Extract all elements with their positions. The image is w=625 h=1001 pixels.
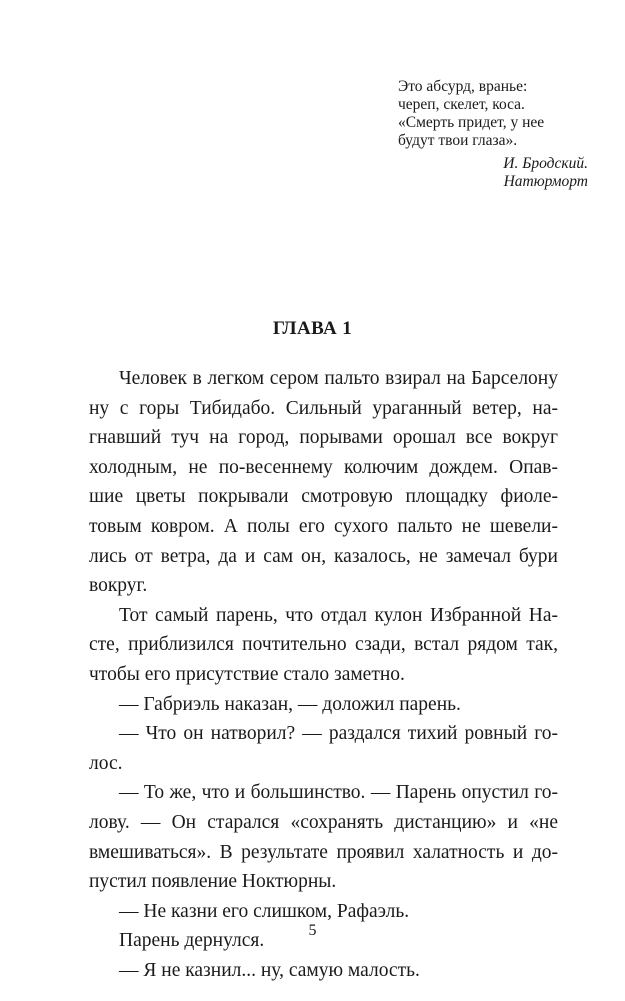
text-line: пустил появление Ноктюрны. (89, 871, 337, 893)
text-line: вмешиваться». В результате проявил халатность и до- (89, 841, 558, 863)
text-line: Парень дернулся. (119, 930, 265, 952)
text-line: шие цветы покрывали смотровую площадку фиоле- (89, 486, 558, 508)
text-line: гнавший туч на город, порывами орошал все вокруг (89, 427, 558, 449)
text-line: ну с горы Тибидабо. Сильный ураганный ветер, на- (89, 397, 558, 419)
text-line: Человек в легком сером пальто взирал на Барселону (119, 368, 558, 389)
text-line: сте, приблизился почтительно сзади, встал рядом так, (89, 634, 558, 656)
epigraph-author: И. Бродский. (503, 155, 588, 172)
text-line: лос. (89, 752, 123, 774)
epigraph (398, 78, 588, 191)
text-line: лись от ветра, да и сам он, казалось, не замечал бури (89, 545, 558, 567)
text-line: лову. — Он старался «сохранять дистанцию» и «не (89, 811, 558, 833)
text-line: Тот самый парень, что отдал кулон Избранной На- (119, 604, 558, 626)
chapter-title: ГЛАВА 1 (272, 318, 353, 339)
chapter-body-text (89, 364, 558, 985)
epigraph-work-title: Натюрморт (503, 173, 588, 190)
epigraph-line: будут твои глаза». (398, 132, 518, 149)
page-number: 5 (308, 922, 317, 939)
text-line: холодным, не по-весеннему колючим дождем. Опав- (89, 456, 558, 478)
text-line: чтобы его присутствие стало заметно. (89, 663, 405, 685)
text-line: — Не казни его слишком, Рафаэль. (119, 900, 410, 922)
text-line: — Я не казнил... ну, самую малость. (119, 959, 420, 981)
text-line: — То же, что и большинство. — Парень опустил го- (119, 782, 558, 804)
text-line: — Что он натворил? — раздался тихий ровный го- (119, 723, 558, 745)
text-line: вокруг. (89, 575, 148, 597)
epigraph-line: «Смерть придет, у нее (398, 114, 545, 131)
epigraph-line: череп, скелет, коса. (398, 96, 525, 113)
text-line: — Габриэль наказан, — доложил парень. (119, 693, 461, 715)
text-line: товым ковром. А полы его сухого пальто не шевели- (89, 515, 558, 537)
epigraph-line: Это абсурд, вранье: (398, 78, 528, 95)
